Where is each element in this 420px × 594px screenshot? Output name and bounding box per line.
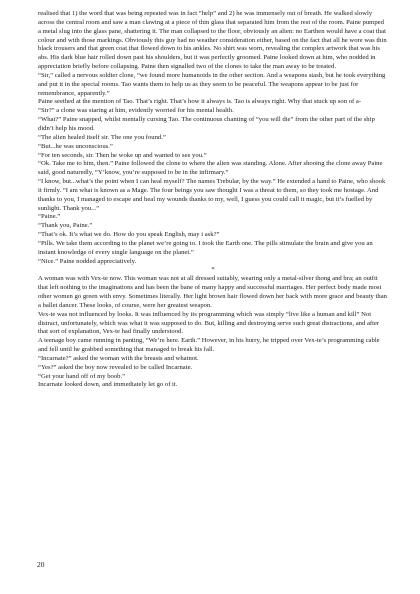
paragraph: “What?” Paine snapped, whilst mentally cursing Tao. The continuous chanting of “you will die” from the other part of the ship didn’t help his mood. [38, 116, 375, 132]
paragraph: “Nice.” Paine nodded appreciatively. [38, 257, 137, 265]
paragraph: “Yes?” asked the boy now revealed to be called Incarnate. [38, 363, 193, 371]
paragraph: “Thank you, Paine.” [38, 222, 93, 230]
paragraph: A woman was with Vex-te now. This woman was not at all dressed suitably, wearing only a metal-silver thong and bra; an outfit that left nothing to the imaginations and has been the bane of many happy and successful marriages. Her perfect body made most other women go green with envy. Sometimes literally. Her light brown hair flowed down her back with more grace and beauty than a ballet dancer. These looks, of course, were her greatest weapon. [38, 275, 387, 309]
paragraph: “Get your hand off of my boob.” [38, 372, 126, 380]
page-number: 20 [37, 560, 45, 569]
paragraph: “The alien healed itself sir. The one you found.” [38, 133, 166, 141]
section-separator: * [211, 266, 215, 274]
paragraph: A teenage boy came running in panting, “We’re here. Earth.” However, in his hurry, he tripped over Vex-te’s programming cable and fell until he grabbed something that managed to break his fall. [38, 337, 380, 354]
paragraph: “Incarnate?” asked the woman with the breasts and whatnot. [38, 354, 199, 362]
paragraph: “I know, but...what’s the point when I can heal myself? The names Trebular, by the way.” He extended a hand to Paine, who shook it firmly. “I am what is known as a Mage. The four beings you saw thought I was a threat to them, so they took me hostage. And thanks to you, I managed to escape and heal my wounds thanks to my, well, I guess you could call it magic, but it’s fuelled by sunlight. Thank you...” [38, 178, 386, 212]
body-text [38, 10, 388, 390]
paragraph: “For ten seconds, sir. Then he woke up and wanted to see you.” [38, 151, 207, 159]
paragraph: “That’s ok. It’s what we do. How do you speak English, may i ask?” [38, 231, 220, 239]
paragraph: “Pills. We take them according to the planet we’re going to. I took the Earth one. The pills stimulate the brain and give you an instant knowledge of every single language on the planet.” [38, 239, 373, 256]
paragraph: “Ok. Take me to him, then.” Paine followed the clone to where the alien was standing. Alone. After shooing the clone away Paine said, good naturedly, “Y’know, you’re supposed to be in the infirmary.” [38, 160, 383, 177]
paragraph: “Sir,” called a nervous soldier clone, “we found more humanoids in the other section. And a weapons stash, but he took everything and put it in the special rooms. Tao wants them to help us as they seem to be peaceful. The weapons appear to be just for remembrance, apparently.” [38, 71, 386, 97]
paragraph: realised that 1) the word that was being repeated was in fact “help” and 2) he was immensely out of breath. He walked slowly across the central room and saw a man clawing at a piece of thin glass that separated him from the rest of the room. Paine pumped a metal slug into the glass pane, shattering it. The man collapsed to the floor, obviously an alien: no Earthen would have a coat that colour and with those markings. Obviously this guy had no weather consideration either, based on the fact that all he wore was thin black trousers and that green coat that flowed down to his ankles. No shirt was worn, revealing the complex artwork that was his abs. His dark blue hair rolled down past his shoulders, but it was perfectly groomed. Paine looked down at him, who nodded in appreciation briefly before collapsing. Paine then signalled two of the clones to take the man away to be treated. [38, 10, 387, 71]
paragraph: “But...he was unconscious.” [38, 142, 113, 150]
paragraph: “Paine.” [38, 213, 61, 221]
paragraph: “Sir?” a clone was staring at him, evidently worried for his mental health. [38, 107, 234, 115]
paragraph: Paine seethed at the mention of Tao. That’s right. That’s how it always is. Tao is always right. Why that stuck up son of a- [38, 98, 362, 106]
paragraph: Incarnate looked down, and immediately let go of it. [38, 381, 178, 389]
paragraph: Vex-te was not influenced by looks. It was influenced by its programming which was simply “live like a human and kill” Not distract, unfortunately, which was what it was supposed to do. But, killing and destroying serve such great distractions, and after that sort of explanation, Vex-te had finally understood. [38, 310, 380, 336]
